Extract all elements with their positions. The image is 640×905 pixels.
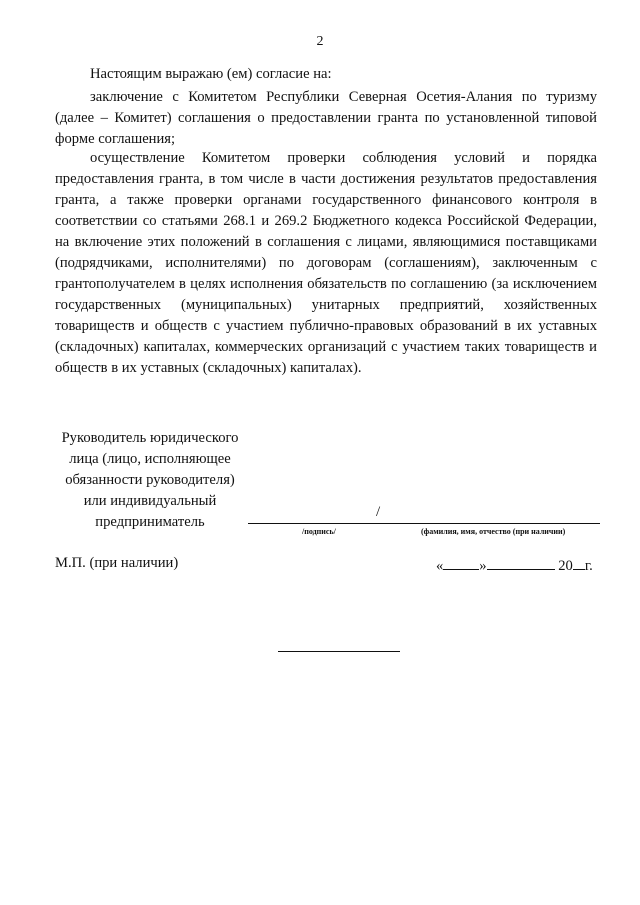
date-day-blank bbox=[443, 555, 479, 570]
signature-line bbox=[248, 523, 600, 524]
consent-item-agreement: заключение с Комитетом Республики Северная Осетия-Алания по туризму (далее – Комитет) соглашения о предоставлении гранта по установленной типовой форме соглашения; bbox=[55, 89, 597, 147]
date-open-quote: « bbox=[436, 558, 444, 574]
date-month-blank bbox=[487, 555, 555, 570]
date-close-quote: » bbox=[479, 558, 487, 574]
signatory-role-line: или индивидуальный bbox=[83, 493, 217, 509]
consent-item-inspection: осуществление Комитетом проверки соблюдения условий и порядка предоставления гранта, в том числе в части достижения результатов предоставления гранта, а также проверки органами государственного финансового контроля в соответствии со статьями 268.1 и 269.2 Бюджетного кодекса Российской Федерации, на включение этих положений в соглашения с лицами, являющимися поставщиками (подрядчиками, исполнителями) по договорам (соглашениям), заключенным с грантополучателем в целях исполнения обязательств по соглашению (за исключением государственных (муниципальных) унитарных предприятий, хозяйственных товариществ и обществ с участием публично-правовых образований в их уставных (складочных) капиталах, коммерческих организаций с участием таких товариществ и обществ в их уставных (складочных) капиталах). bbox=[55, 150, 597, 376]
date-year-blank bbox=[573, 555, 585, 570]
signatory-role-line: обязанности руководителя) bbox=[65, 472, 235, 488]
signatory-role bbox=[50, 428, 250, 533]
consent-intro: Настоящим выражаю (ем) согласие на: bbox=[90, 66, 332, 82]
signatory-role-line: предприниматель bbox=[95, 514, 205, 530]
page-number: 2 bbox=[316, 34, 324, 49]
date-suffix: г. bbox=[584, 558, 593, 574]
signatory-role-line: лица (лицо, исполняющее bbox=[69, 451, 231, 467]
signature-caption: /подпись/ bbox=[302, 527, 336, 536]
date-century: 20 bbox=[558, 558, 573, 574]
full-name-caption: (фамилия, имя, отчество (при наличии) bbox=[421, 527, 566, 536]
date-field bbox=[436, 555, 593, 575]
signature-separator: / bbox=[376, 504, 381, 520]
stamp-label: М.П. (при наличии) bbox=[55, 555, 179, 571]
end-of-document-rule bbox=[278, 651, 400, 652]
signatory-role-line: Руководитель юридического bbox=[61, 430, 239, 446]
